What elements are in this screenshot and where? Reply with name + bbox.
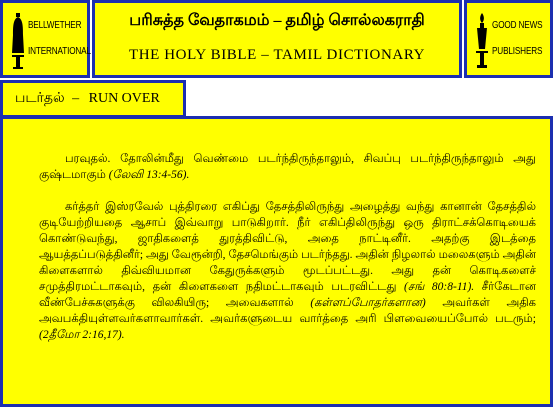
para2-text-3: அவர்கள் அதிக அவபக்தியுள்ளவர்களாவார்கள். அவர்களுடைய வார்த்தை அரி பிளவையைப்போல் படரும்; bbox=[39, 297, 536, 325]
logo-left-line1: BELLWETHER bbox=[28, 20, 82, 31]
dictionary-title-banner bbox=[92, 0, 462, 78]
lamp-icon bbox=[475, 13, 489, 69]
para1-text: பரவுதல். தோலின்மீது வெண்மை படர்ந்திருந்தாலும், சிவப்பு படர்ந்திருந்தாலும் அது குஷ்டமாகும் bbox=[39, 153, 536, 181]
para2-text-2: சீர்கேடான வீண்பேச்சுகளுக்கு விலகியிரு; அவைகளால் bbox=[39, 281, 536, 309]
logo-right-line1: GOOD NEWS bbox=[492, 20, 543, 31]
para2-reference-1: (சங் 80:8-11). bbox=[404, 281, 475, 293]
logo-right-line2: PUBLISHERS bbox=[492, 46, 543, 57]
para1-reference: (லேவி 13:4-56). bbox=[108, 169, 190, 181]
logo-left-line2: INTERNATIONAL bbox=[28, 46, 91, 57]
entry-tamil-word: படர்தல் bbox=[15, 91, 65, 106]
para2-text: கர்த்தர் இஸ்ரவேல் புத்திரரை எகிப்து தேசத்திலிருந்து அழைத்து வந்து கானான் தேசத்தில் குடியேற்றியதை ஆசாப் இவ்வாறு பாடுகிறார். நீர் எகிப்திலிருந்து ஒரு திராட்சக்கொடியைக் கொண்டுவந்து, ஜாதிகளைத் துரத்திவிட்டு, அதை நாட்டினீர். அதற்கு இடத்தை ஆயத்தப்படுத்தினீர்; அது வேரூன்றி, தேசமெங்கும் படர்ந்தது. அதின் நிழலால் மலைகளும் அதின் கிளைகளால் திவ்வியமான கேதுருக்களும் மூடப்பட்டது. அது தன் கொடிகளைச் சமுத்திரமட்டாகவும், தன் கிளைகளை நதிமட்டாகவும் படரவிட்டது bbox=[39, 201, 536, 293]
definition-body bbox=[0, 116, 553, 407]
para2-parenthetical: (கள்ளப்போதர்களான) bbox=[310, 297, 426, 309]
entry-separator: – bbox=[72, 91, 80, 106]
entry-heading bbox=[0, 80, 186, 118]
definition-paragraph-1 bbox=[39, 151, 536, 183]
bell-icon bbox=[11, 13, 25, 69]
definition-paragraph-2 bbox=[39, 199, 536, 343]
bellwether-logo bbox=[0, 0, 90, 78]
title-tamil: பரிசுத்த வேதாகமம் – தமிழ் சொல்லகராதி bbox=[129, 12, 425, 29]
title-english: THE HOLY BIBLE – TAMIL DICTIONARY bbox=[128, 47, 426, 63]
entry-english-word: RUN OVER bbox=[88, 91, 160, 106]
good-news-logo bbox=[464, 0, 553, 78]
para2-reference-2: (2தீமோ 2:16,17). bbox=[39, 329, 125, 341]
